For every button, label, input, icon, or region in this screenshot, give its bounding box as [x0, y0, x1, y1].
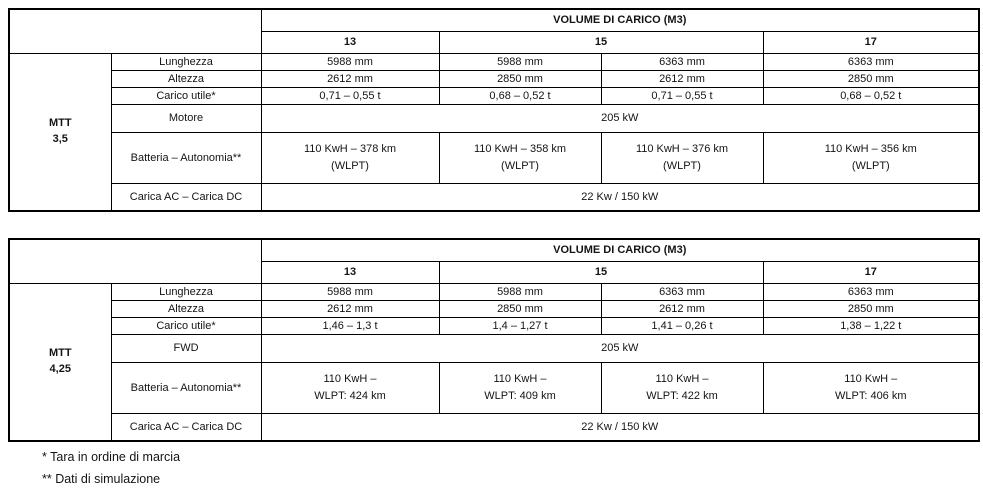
- row-label-carico-utile: Carico utile*: [111, 317, 261, 334]
- volume-col-15: 15: [439, 31, 763, 53]
- value-cell: 1,4 – 1,27 t: [439, 317, 601, 334]
- value-cell: 0,68 – 0,52 t: [439, 87, 601, 104]
- value-cell: 2612 mm: [601, 70, 763, 87]
- row-label-batteria-autonomia: Batteria – Autonomia**: [111, 362, 261, 413]
- battery-line2: (WLPT): [851, 159, 890, 172]
- row-label-motore: Motore: [111, 104, 261, 132]
- battery-value-cell: [261, 362, 439, 413]
- value-cell: 6363 mm: [601, 53, 763, 70]
- battery-line2: WLPT: 406 km: [835, 389, 907, 402]
- battery-value-cell: [439, 132, 601, 183]
- row-label-lunghezza: Lunghezza: [111, 283, 261, 300]
- value-cell: 2850 mm: [439, 300, 601, 317]
- value-cell: 6363 mm: [763, 53, 979, 70]
- mtt-label: [9, 53, 111, 211]
- value-cell: 5988 mm: [261, 283, 439, 300]
- volume-col-15: 15: [439, 261, 763, 283]
- value-cell: 5988 mm: [439, 53, 601, 70]
- battery-line1: 110 KwH – 376 km: [635, 143, 729, 155]
- value-cell: 0,68 – 0,52 t: [763, 87, 979, 104]
- footnotes: [42, 447, 983, 491]
- charge-value-cell: 22 Kw / 150 kW: [261, 183, 979, 211]
- battery-line1: 110 KwH – 358 km: [473, 143, 567, 155]
- mtt-label-line1: MTT: [48, 116, 72, 129]
- battery-line2: (WLPT): [331, 159, 369, 172]
- spec-table-mtt-3-5: [8, 8, 980, 212]
- value-cell: 2612 mm: [601, 300, 763, 317]
- spec-table-mtt-4-25: [8, 238, 980, 442]
- row-label-fwd: FWD: [111, 334, 261, 362]
- value-cell: 1,38 – 1,22 t: [763, 317, 979, 334]
- battery-line2: WLPT: 422 km: [646, 389, 718, 402]
- mtt-label-line1: MTT: [48, 346, 72, 359]
- value-cell: 2612 mm: [261, 300, 439, 317]
- volume-header-title: VOLUME DI CARICO (M3): [261, 9, 979, 31]
- battery-value-cell: [763, 132, 979, 183]
- value-cell: 0,71 – 0,55 t: [601, 87, 763, 104]
- footnote-tara: * Tara in ordine di marcia: [42, 450, 181, 464]
- value-cell: 5988 mm: [439, 283, 601, 300]
- volume-col-17: 17: [763, 261, 979, 283]
- motor-value-cell: 205 kW: [261, 334, 979, 362]
- battery-line2: WLPT: 424 km: [314, 389, 386, 402]
- row-label-batteria-autonomia: Batteria – Autonomia**: [111, 132, 261, 183]
- volume-header-title: VOLUME DI CARICO (M3): [261, 239, 979, 261]
- motor-value-cell: 205 kW: [261, 104, 979, 132]
- mtt-label: [9, 283, 111, 441]
- row-label-altezza: Altezza: [111, 70, 261, 87]
- value-cell: 2850 mm: [439, 70, 601, 87]
- battery-line1: 110 KwH –: [493, 373, 547, 385]
- volume-col-13: 13: [261, 31, 439, 53]
- corner-cell: [9, 9, 261, 53]
- value-cell: 5988 mm: [261, 53, 439, 70]
- value-cell: 6363 mm: [601, 283, 763, 300]
- row-label-carico-utile: Carico utile*: [111, 87, 261, 104]
- value-cell: 2612 mm: [261, 70, 439, 87]
- value-cell: 1,46 – 1,3 t: [261, 317, 439, 334]
- battery-line1: 110 KwH –: [844, 373, 898, 385]
- charge-value-cell: 22 Kw / 150 kW: [261, 413, 979, 441]
- battery-value-cell: [601, 362, 763, 413]
- row-label-carica-ac-dc: Carica AC – Carica DC: [111, 413, 261, 441]
- volume-col-13: 13: [261, 261, 439, 283]
- mtt-label-line2: 4,25: [49, 362, 71, 375]
- row-label-altezza: Altezza: [111, 300, 261, 317]
- battery-value-cell: [439, 362, 601, 413]
- value-cell: 2850 mm: [763, 300, 979, 317]
- row-label-carica-ac-dc: Carica AC – Carica DC: [111, 183, 261, 211]
- value-cell: 1,41 – 0,26 t: [601, 317, 763, 334]
- battery-line1: 110 KwH – 378 km: [303, 143, 397, 155]
- battery-line2: (WLPT): [663, 159, 701, 172]
- battery-line2: WLPT: 409 km: [484, 389, 556, 402]
- row-label-lunghezza: Lunghezza: [111, 53, 261, 70]
- battery-line2: (WLPT): [501, 159, 539, 172]
- value-cell: 6363 mm: [763, 283, 979, 300]
- value-cell: 2850 mm: [763, 70, 979, 87]
- battery-value-cell: [261, 132, 439, 183]
- corner-cell: [9, 239, 261, 283]
- battery-line1: 110 KwH –: [323, 373, 377, 385]
- battery-line1: 110 KwH –: [655, 373, 709, 385]
- battery-line1: 110 KwH – 356 km: [824, 143, 917, 155]
- volume-col-17: 17: [763, 31, 979, 53]
- footnote-dati: ** Dati di simulazione: [42, 471, 161, 486]
- battery-value-cell: [601, 132, 763, 183]
- value-cell: 0,71 – 0,55 t: [261, 87, 439, 104]
- mtt-label-line2: 3,5: [52, 132, 68, 145]
- battery-value-cell: [763, 362, 979, 413]
